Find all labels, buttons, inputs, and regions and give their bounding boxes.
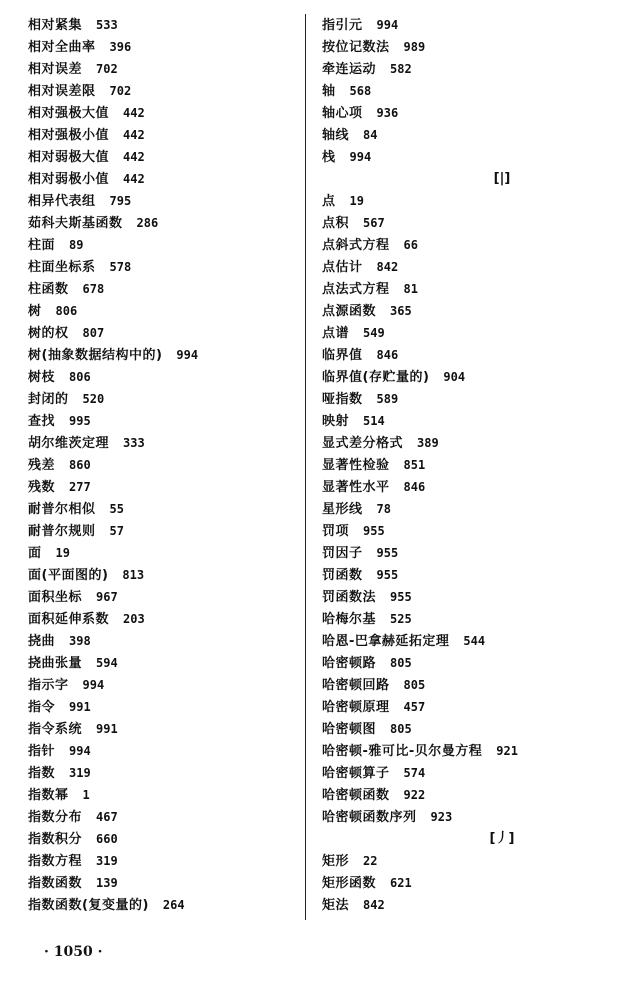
index-term: 指数方程 [28,854,83,869]
index-page-number: 807 [82,326,105,340]
section-heading: [丿] [489,831,515,846]
index-page-number: 594 [96,656,118,670]
index-term: 柱面 [28,238,56,253]
index-page-number: 78 [376,502,391,516]
index-term: 指数 [28,766,56,781]
index-entry [322,432,622,454]
index-page-number: 19 [55,546,70,560]
index-page-number: 544 [463,634,486,648]
index-page-number: 922 [403,788,426,802]
index-page-number: 22 [363,854,378,868]
index-term: 相对误差限 [28,84,96,99]
index-term: 指令 [28,700,56,715]
index-page-number: 333 [123,436,145,450]
index-entry [28,696,296,718]
index-entry [28,234,296,256]
index-entry [28,14,296,36]
index-page-number: 442 [123,150,145,164]
index-entry [28,300,296,322]
index-entry [322,58,622,80]
index-page-number: 805 [390,656,412,670]
index-page-number: 846 [376,348,399,362]
index-term: 残数 [28,480,56,495]
index-entry [28,784,296,806]
index-entry [322,256,622,278]
index-term: 相对弱极小值 [28,172,110,187]
index-term: 按位记数法 [322,40,390,55]
index-term: 指示字 [28,678,69,693]
index-term: 指数分布 [28,810,83,825]
index-term: 哈密顿算子 [322,766,390,781]
index-page-number: 936 [376,106,399,120]
index-entry [28,564,296,586]
index-page-number: 621 [390,876,412,890]
index-entry [322,190,622,212]
index-term: 树枝 [28,370,56,385]
index-entry [322,520,622,542]
index-entry [28,630,296,652]
index-term: 面积坐标 [28,590,83,605]
index-term: 哈密顿路 [322,656,377,671]
index-entry [322,696,622,718]
index-entry [28,608,296,630]
index-entry [28,80,296,102]
index-term: 挠曲 [28,634,56,649]
index-entry [28,212,296,234]
index-entry [28,366,296,388]
index-term: 点源函数 [322,304,377,319]
index-term: 哈密顿原理 [322,700,390,715]
index-page-number: 319 [96,854,118,868]
index-entry [322,388,622,410]
index-term: 耐普尔规则 [28,524,96,539]
index-entry [322,498,622,520]
left-index-column [28,14,296,916]
index-term: 哈密顿函数 [322,788,390,803]
index-page-number: 842 [376,260,399,274]
index-entry [322,80,622,102]
index-entry [322,674,622,696]
index-term: 指令系统 [28,722,83,737]
index-page-number: 396 [109,40,132,54]
index-page-number: 994 [376,18,399,32]
index-page-number: 89 [69,238,84,252]
index-page-number: 514 [363,414,385,428]
index-entry [322,410,622,432]
index-page-number: 991 [96,722,118,736]
index-term: 临界值 [322,348,363,363]
index-page-number: 955 [363,524,385,538]
column-divider [305,14,306,920]
index-page-number: 994 [176,348,199,362]
index-entry [28,388,296,410]
index-entry [28,828,296,850]
index-page-number: 81 [403,282,418,296]
index-page-number: 702 [96,62,118,76]
index-page-number: 904 [443,370,466,384]
index-entry [322,718,622,740]
index-page-number: 578 [109,260,132,274]
index-entry [28,586,296,608]
index-entry [322,894,622,916]
index-page-number: 203 [123,612,145,626]
index-page-number: 991 [69,700,91,714]
index-term: 矩形 [322,854,350,869]
index-entry [322,212,622,234]
index-term: 柱面坐标系 [28,260,96,275]
index-term: 映射 [322,414,350,429]
index-entry [322,234,622,256]
index-page-number: 813 [122,568,145,582]
index-entry [28,850,296,872]
index-page-number: 574 [403,766,426,780]
index-entry [322,278,622,300]
index-entry [28,894,296,916]
index-entry [28,432,296,454]
index-page-number: 995 [69,414,91,428]
index-entry [28,476,296,498]
index-term: 哈密顿函数序列 [322,810,417,825]
index-term: 矩法 [322,898,350,913]
index-entry [322,124,622,146]
index-page-number: 994 [69,744,91,758]
index-page-number: 55 [109,502,124,516]
index-entry [322,476,622,498]
index-entry [322,740,622,762]
index-entry [28,674,296,696]
index-entry [28,124,296,146]
index-page-number: 582 [390,62,412,76]
index-term: 罚函数法 [322,590,377,605]
index-entry [28,344,296,366]
index-entry [28,520,296,542]
index-page-number: 442 [123,172,145,186]
index-term: 轴心项 [322,106,363,121]
index-page-number: 994 [349,150,372,164]
index-term: 树(抽象数据结构中的) [28,348,163,363]
index-page-number: 989 [403,40,426,54]
index-entry [322,630,622,652]
index-entry [28,58,296,80]
index-page-number: 805 [390,722,412,736]
index-page-number: 806 [55,304,78,318]
index-term: 显式差分格式 [322,436,404,451]
index-term: 显著性检验 [322,458,390,473]
index-term: 相对误差 [28,62,83,77]
index-entry [322,344,622,366]
index-term: 哈密顿-雅可比-贝尔曼方程 [322,744,483,759]
index-term: 点积 [322,216,350,231]
index-entry [28,36,296,58]
index-page-number: 955 [390,590,412,604]
index-entry [28,102,296,124]
index-entry [28,762,296,784]
index-page-number: 84 [363,128,378,142]
index-term: 指数函数 [28,876,83,891]
index-entry [322,36,622,58]
index-term: 点法式方程 [322,282,390,297]
index-page-number: 442 [123,128,145,142]
index-entry [28,652,296,674]
index-term: 柱函数 [28,282,69,297]
index-term: 哑指数 [322,392,363,407]
index-page-number: 846 [403,480,426,494]
index-page-number: 398 [69,634,91,648]
section-heading: [|] [493,171,511,186]
page-number: · 1050 · [44,944,103,960]
index-term: 面(平面图的) [28,568,109,583]
index-entry [28,410,296,432]
index-entry [322,300,622,322]
index-term: 栈 [322,150,336,165]
index-term: 点 [322,194,336,209]
index-term: 挠曲张量 [28,656,83,671]
index-term: 指针 [28,744,56,759]
index-page-number: 1 [82,788,90,802]
index-entry [322,586,622,608]
index-page-number: 967 [96,590,118,604]
index-term: 面 [28,546,42,561]
index-term: 树 [28,304,42,319]
index-entry [28,498,296,520]
index-entry [28,256,296,278]
index-term: 哈密顿回路 [322,678,390,693]
index-page-number: 525 [390,612,412,626]
index-entry [28,454,296,476]
index-term: 星形线 [322,502,363,517]
index-entry [322,322,622,344]
index-entry [322,542,622,564]
index-term: 相对强极小值 [28,128,110,143]
index-term: 指数积分 [28,832,83,847]
index-page-number: 805 [403,678,426,692]
index-page-number: 955 [376,568,399,582]
index-entry [322,784,622,806]
index-page-number: 549 [363,326,385,340]
index-entry [322,608,622,630]
index-page-number: 19 [349,194,364,208]
index-term: 点斜式方程 [322,238,390,253]
index-term: 轴 [322,84,336,99]
index-page-number: 860 [69,458,91,472]
index-page-number: 467 [96,810,118,824]
index-page-number: 365 [390,304,412,318]
index-term: 残差 [28,458,56,473]
index-term: 显著性水平 [322,480,390,495]
index-term: 相对紧集 [28,18,83,33]
index-term: 罚因子 [322,546,363,561]
index-entry [322,872,622,894]
index-term: 树的权 [28,326,69,341]
index-term: 耐普尔相似 [28,502,96,517]
index-entry [28,872,296,894]
index-term: 矩形函数 [322,876,377,891]
index-page-number: 442 [123,106,145,120]
index-page-number: 264 [162,898,185,912]
index-term: 罚函数 [322,568,363,583]
index-term: 封闭的 [28,392,69,407]
index-page-number: 277 [69,480,91,494]
index-term: 茹科夫斯基函数 [28,216,123,231]
index-page-number: 921 [496,744,518,758]
index-page-number: 795 [109,194,132,208]
index-entry [28,278,296,300]
index-page-number: 955 [376,546,399,560]
index-term: 相对弱极大值 [28,150,110,165]
index-term: 相对全曲率 [28,40,96,55]
index-page-number: 660 [96,832,118,846]
index-entry [322,762,622,784]
index-term: 胡尔维茨定理 [28,436,110,451]
index-term: 相对强极大值 [28,106,110,121]
index-page-number: 57 [109,524,124,538]
index-entry [28,740,296,762]
index-term: 点谱 [322,326,350,341]
index-term: 指数幂 [28,788,69,803]
index-entry [322,14,622,36]
index-entry [322,454,622,476]
index-term: 轴线 [322,128,350,143]
index-page-number: 319 [69,766,91,780]
index-entry [28,806,296,828]
index-page-number: 589 [376,392,399,406]
index-page-number: 66 [403,238,418,252]
index-page-number: 702 [109,84,132,98]
index-term: 相异代表组 [28,194,96,209]
index-term: 面积延伸系数 [28,612,110,627]
index-page-number: 286 [136,216,159,230]
index-page-number: 568 [349,84,372,98]
index-page-number: 457 [403,700,426,714]
index-page-number: 994 [82,678,105,692]
index-entry [28,190,296,212]
index-term: 临界值(存贮量的) [322,370,430,385]
index-term: 哈密顿图 [322,722,377,737]
index-term: 罚项 [322,524,350,539]
index-term: 牵连运动 [322,62,377,77]
index-entry [322,652,622,674]
index-entry [322,564,622,586]
index-entry [28,146,296,168]
index-entry [28,542,296,564]
index-page-number: 139 [96,876,118,890]
index-page-number: 851 [403,458,426,472]
index-page-number: 389 [417,436,439,450]
index-term: 点估计 [322,260,363,275]
index-entry [28,322,296,344]
index-page-number: 520 [82,392,105,406]
index-term: 查找 [28,414,56,429]
index-entry [322,850,622,872]
index-entry [28,718,296,740]
index-term: 哈恩-巴拿赫延拓定理 [322,634,450,649]
index-term: 指引元 [322,18,363,33]
right-index-column [322,14,622,916]
index-page-number: 678 [82,282,105,296]
index-term: 哈梅尔基 [322,612,377,627]
index-entry [322,806,622,828]
index-entry [322,146,622,168]
index-page-number: 567 [363,216,385,230]
index-entry [322,366,622,388]
index-entry [28,168,296,190]
index-entry [322,102,622,124]
index-page-number: 533 [96,18,118,32]
index-page-number: 842 [363,898,385,912]
index-term: 指数函数(复变量的) [28,898,149,913]
index-page-number: 923 [430,810,453,824]
index-page-number: 806 [69,370,91,384]
